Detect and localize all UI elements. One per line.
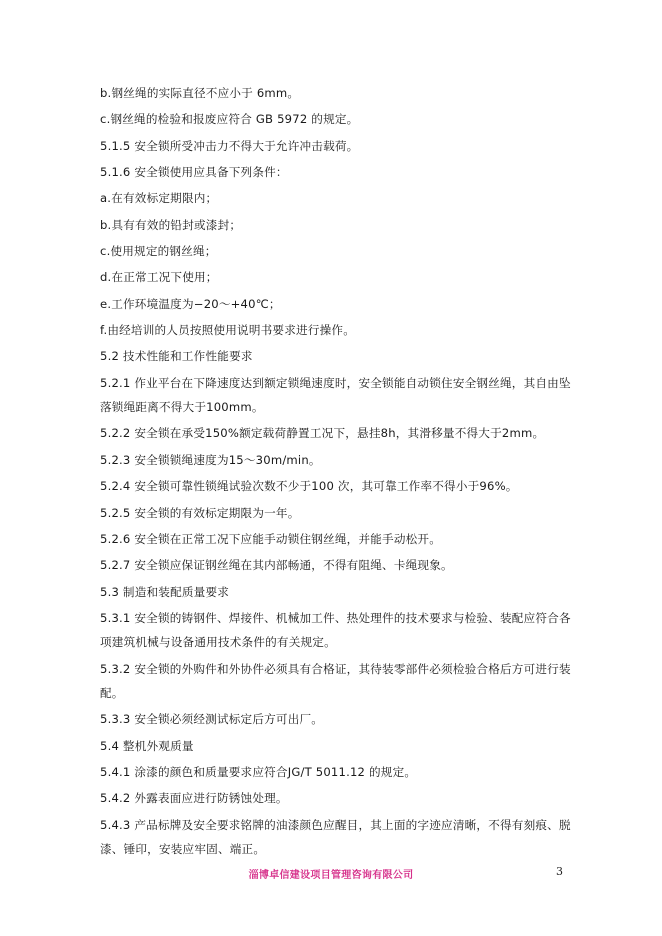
section-5-3-1-cont: 项建筑机械与设备通用技术条件的有关规定。 — [100, 635, 336, 650]
section-5-4-1: 5.4.1 涂漆的颜色和质量要求应符合JG/T 5011.12 的规定。 — [100, 764, 417, 779]
list-item: a.在有效标定期限内； — [100, 191, 218, 206]
list-item: c.使用规定的钢丝绳； — [100, 244, 217, 259]
section-5-4-3-cont: 漆、锤印，安装应牢固、端正。 — [100, 841, 266, 856]
section-5-4-3: 5.4.3 产品标牌及安全要求铭牌的油漆颜色应醒目，其上面的字迹应清晰，不得有刻痕、脱 — [100, 817, 571, 832]
section-heading-5-2: 5.2 技术性能和工作性能要求 — [100, 349, 253, 364]
list-item: d.在正常工况下使用； — [100, 270, 218, 285]
section-5-3-2-cont: 配。 — [100, 685, 124, 700]
section-5-2-5: 5.2.5 安全锁的有效标定期限为一年。 — [100, 505, 300, 520]
section-5-1-5: 5.1.5 安全锁所受冲击力不得大于允许冲击载荷。 — [100, 138, 359, 153]
section-heading-5-4: 5.4 整机外观质量 — [100, 738, 194, 753]
section-heading-5-3: 5.3 制造和装配质量要求 — [100, 584, 230, 599]
page-number: 3 — [556, 865, 563, 878]
text-line: b.钢丝绳的实际直径不应小于 6mm。 — [100, 86, 300, 100]
section-5-2-7: 5.2.7 安全锁应保证钢丝绳在其内部畅通，不得有阻绳、卡绳现象。 — [100, 558, 453, 573]
body-text — [100, 84, 580, 866]
list-item: e.工作环境温度为−20～+40℃； — [100, 296, 281, 311]
section-5-2-1-cont: 落锁绳距离不得大于100mm。 — [100, 400, 264, 415]
section-5-2-1: 5.2.1 作业平台在下降速度达到额定锁绳速度时，安全锁能自动锁住安全钢丝绳，其自由坠 — [100, 375, 571, 390]
list-item: f.由经培训的人员按照使用说明书要求进行操作。 — [100, 323, 355, 338]
section-5-3-1: 5.3.1 安全锁的铸钢件、焊接件、机械加工件、热处理件的技术要求与检验、装配应符合各 — [100, 610, 571, 625]
section-5-3-3: 5.3.3 安全锁必须经测试标定后方可出厂。 — [100, 712, 324, 727]
section-5-2-2: 5.2.2 安全锁在承受150%额定载荷静置工况下，悬挂8h，其滑移量不得大于2mm。 — [100, 426, 545, 441]
section-5-2-4: 5.2.4 安全锁可靠性锁绳试验次数不少于100 次，其可靠工作率不得小于96%。 — [100, 479, 518, 494]
footer-company-name: 淄博卓信建设项目管理咨询有限公司 — [248, 870, 414, 881]
section-5-3-2: 5.3.2 安全锁的外购件和外协件必须具有合格证，其待装零部件必须检验合格后方可进行装 — [100, 661, 571, 676]
section-5-4-2: 5.4.2 外露表面应进行防锈蚀处理。 — [100, 791, 288, 806]
list-item: b.具有有效的铅封或漆封； — [100, 217, 242, 232]
section-5-2-6: 5.2.6 安全锁在正常工况下应能手动锁住钢丝绳，并能手动松开。 — [100, 531, 442, 546]
section-5-2-3: 5.2.3 安全锁锁绳速度为15～30m/min。 — [100, 452, 321, 467]
section-5-1-6: 5.1.6 安全锁使用应具备下列条件： — [100, 165, 288, 180]
text-line: c.钢丝绳的检验和报废应符合 GB 5972 的规定。 — [100, 112, 359, 127]
